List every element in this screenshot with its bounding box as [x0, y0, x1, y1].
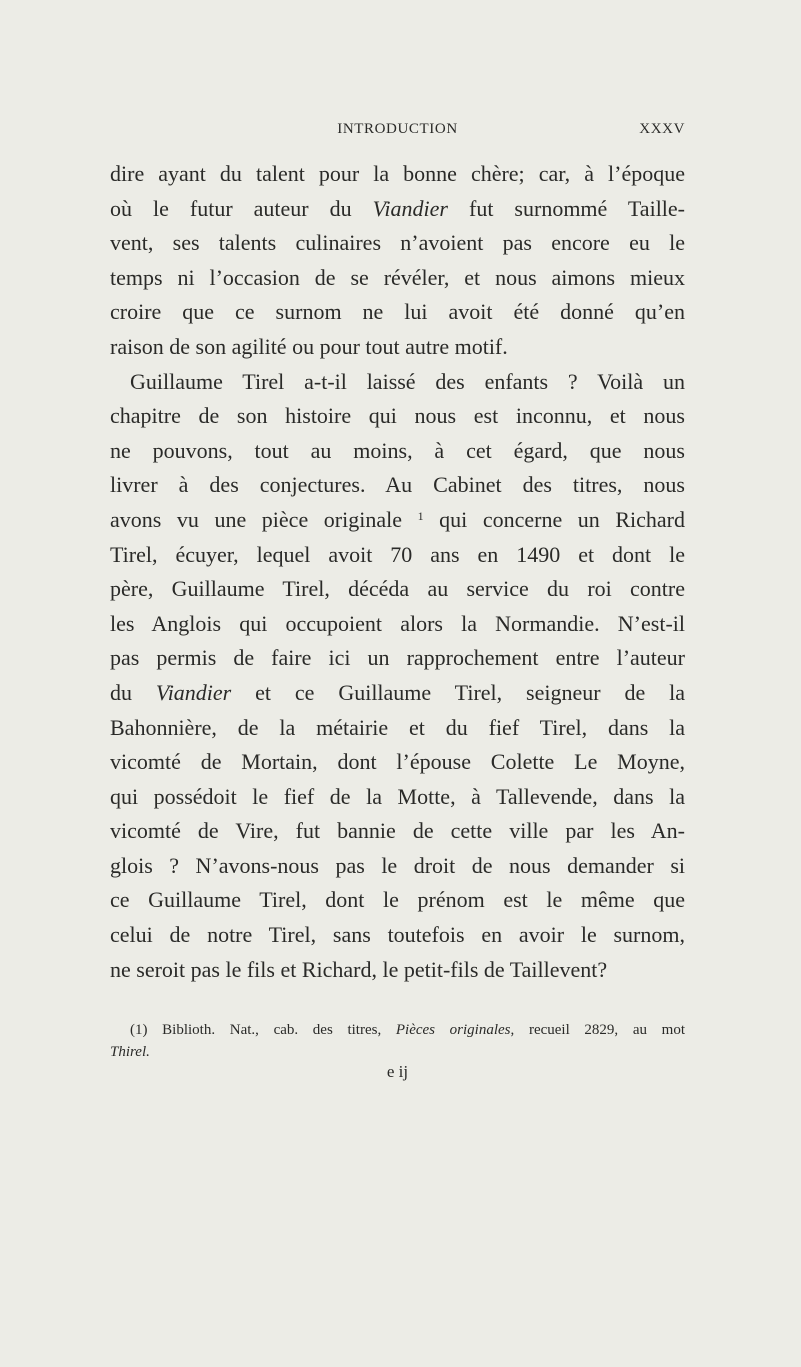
body-line — [110, 607, 685, 642]
body-line — [110, 641, 685, 676]
body-line — [110, 226, 685, 261]
text-segment: qui possédoit le fief de la Motte, à Tallevende, dans la — [110, 783, 685, 809]
body-line — [110, 572, 685, 607]
text-segment: Bahonnière, de la métairie et du fief Tirel, dans la — [110, 714, 685, 740]
text-segment: et ce Guillaume Tirel, seigneur de la — [231, 679, 685, 705]
italic-text: Pièces originales — [395, 1022, 511, 1038]
text-segment: les Anglois qui occupoient alors la Normandie. N’est-il — [110, 610, 685, 636]
body-line — [110, 883, 685, 918]
text-segment: vicomté de Vire, fut bannie de cette ville par les An- — [110, 818, 685, 844]
text-segment: (1) Biblioth. Nat., cab. des titres, — [130, 1022, 396, 1038]
body-line — [110, 745, 685, 780]
footnote-line — [110, 1041, 685, 1063]
italic-text: Viandier — [155, 679, 232, 705]
body-line — [110, 676, 685, 711]
body-line — [110, 538, 685, 573]
body-line — [110, 399, 685, 434]
text-segment: qui concerne un Richard — [423, 506, 685, 532]
running-head-title: INTRODUCTION — [337, 121, 458, 137]
text-segment: , recueil 2829, au mot — [510, 1022, 685, 1038]
body-line — [110, 849, 685, 884]
text-segment: ne pouvons, tout au moins, à cet égard, que nous — [110, 437, 685, 463]
text-segment: du — [110, 679, 156, 705]
body-line — [110, 192, 685, 227]
footnote — [110, 1019, 685, 1063]
text-segment: dire ayant du talent pour la bonne chère; car, à l’époque — [110, 161, 685, 186]
body-line — [110, 503, 685, 538]
body-line — [110, 157, 685, 192]
body-line — [110, 434, 685, 469]
body-line — [110, 953, 685, 988]
text-segment: père, Guillaume Tirel, décéda au service du roi contre — [110, 576, 685, 602]
text-segment: celui de notre Tirel, sans toutefois en avoir le surnom, — [110, 922, 685, 948]
footnote-line — [110, 1019, 685, 1041]
italic-text: Viandier — [372, 195, 448, 221]
body-line — [110, 711, 685, 746]
text-segment: pas permis de faire ici un rapprochement entre l’auteur — [110, 645, 685, 671]
text-segment: Guillaume Tirel a-t-il laissé des enfants ? Voilà un — [130, 368, 685, 394]
body-line — [110, 365, 685, 400]
body-line — [110, 780, 685, 815]
text-segment: vicomté de Mortain, dont l’épouse Colette Le Moyne, — [110, 749, 685, 775]
text-segment: ne seroit pas le fils et Richard, le petit-fils de Taillevent? — [110, 956, 608, 982]
italic-text: Thirel. — [110, 1044, 150, 1060]
text-segment: croire que ce surnom ne lui avoit été donné qu’en — [110, 299, 685, 325]
printer-signature-mark: e ij — [386, 1062, 409, 1081]
text-segment: chapitre de son histoire qui nous est inconnu, et nous — [110, 403, 685, 429]
text-segment: Tirel, écuyer, lequel avoit 70 ans en 1490 et dont le — [110, 541, 685, 567]
body-line — [110, 295, 685, 330]
body-line — [110, 814, 685, 849]
text-segment: vent, ses talents culinaires n’avoient pas encore eu le — [110, 230, 685, 256]
footnote-reference: 1 — [417, 508, 424, 523]
page-number: XXXV — [639, 121, 685, 137]
text-segment: temps ni l’occasion de se révéler, et nous aimons mieux — [110, 264, 685, 290]
body-line — [110, 261, 685, 296]
text-segment: ce Guillaume Tirel, dont le prénom est le même que — [110, 887, 685, 913]
text-segment: fut surnommé Taille- — [447, 195, 686, 221]
running-head — [110, 121, 685, 143]
text-segment: avons vu une pièce originale — [110, 506, 418, 532]
text-segment: raison de son agilité ou pour tout autre motif. — [110, 333, 508, 359]
body-line — [110, 468, 685, 503]
body-line — [110, 330, 685, 365]
text-segment: où le futur auteur du — [110, 195, 373, 221]
body-text — [110, 157, 685, 987]
body-line — [110, 918, 685, 953]
text-segment: livrer à des conjectures. Au Cabinet des titres, nous — [110, 472, 685, 498]
text-segment: glois ? N’avons-nous pas le droit de nous demander si — [110, 852, 685, 878]
